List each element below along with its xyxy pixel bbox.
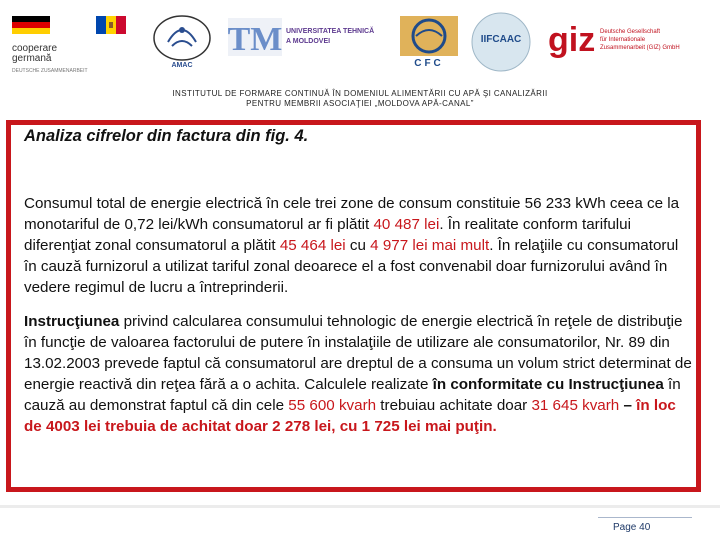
- p1-text-3: cu: [345, 237, 371, 254]
- flags-icon: [12, 14, 130, 40]
- paragraph-energy-consumption: [24, 193, 692, 298]
- p2-highlight-total-kvarh: 55 600 kvarh: [288, 397, 377, 414]
- giz-word: giz: [548, 21, 596, 59]
- iifcaac-logo: [468, 12, 534, 76]
- iifcaac-text: IIFCAAC: [480, 34, 522, 45]
- amac-logo: [146, 10, 218, 74]
- amac-emblem-icon: [146, 10, 218, 62]
- giz-text: Deutsche Gesellschaft für Internationale Zusammenarbeit (GIZ) GmbH: [600, 29, 680, 51]
- utm-emblem-icon: [228, 12, 284, 62]
- svg-text:TM: TM: [228, 21, 283, 58]
- p2-highlight-savings: în loc de 4003 lei trebuia de achitat doar 2 278 lei, cu 1 725 lei mai puţin.: [24, 397, 676, 435]
- p1-text-2: . În realitate conform tarifului diferenţiat zonal consumatorul a plătit: [24, 216, 631, 254]
- cfc-logo: [396, 14, 462, 74]
- p2-text-1: privind calcularea consumului tehnologic de energie electrică în reţele de distribuţie în funcţie de valoarea factorului de putere în instalaţiile de utilizare ale consumatorilor, Nr. 89 din 13.02.2003 prevede faptul că consumatorul are dreptul de a consuma un volum strict determinat de energie reactivă din reţea fără a o achita. Calculele realizate: [24, 313, 692, 393]
- amac-text: AMAC: [171, 62, 193, 69]
- p1-text-4: . În relaţiile cu consumatorul în cauză furnizorul a utilizat tariful zonal deoarece el a fost convenabil doar furnizorului având în vedere regimul de lucru a întreprinderii.: [24, 237, 679, 296]
- slide-title: Analiza cifrelor din factura din fig. 4.: [24, 127, 309, 145]
- p1-text-1: Consumul total de energie electrică în cele trei zone de consum constituie 56 233 kWh ceea ce la monotariful de 0,72 lei/kWh consumatorul ar fi plătit: [24, 195, 680, 233]
- p2-text-3: trebuiau achitate doar: [376, 397, 532, 414]
- p2-bold-instruction: Instrucţiunea: [24, 313, 120, 330]
- p2-highlight-billed-kvarh: 31 645 kvarh: [531, 397, 620, 414]
- p2-bold-conformity: în conformitate cu Instrucţiunea: [432, 376, 664, 393]
- cfc-text: CFC: [414, 58, 444, 69]
- footer-divider: [0, 505, 720, 508]
- german-cooperation-logo: [12, 14, 130, 78]
- cfc-emblem-icon: [396, 14, 462, 58]
- page-number-rule: [598, 517, 692, 518]
- p1-highlight-difference: 4 977 lei mai mult: [370, 237, 490, 254]
- cooperation-subtext: DEUTSCHE ZUSAMMENARBEIT: [12, 68, 88, 74]
- utm-logo: [228, 12, 398, 62]
- p1-highlight-paid: 45 464 lei: [279, 237, 346, 254]
- p2-text-2: în cauză au demonstrat faptul că din cele: [24, 376, 681, 414]
- cooperation-text: cooperare germană: [12, 43, 58, 64]
- utm-text: UNIVERSITATEA TEHNICĂ A MOLDOVEI: [286, 28, 375, 45]
- p2-dash: –: [619, 397, 637, 414]
- content-box: [6, 120, 701, 492]
- logo-bar: [0, 0, 720, 82]
- giz-logo: [548, 20, 708, 70]
- p1-highlight-monotariff: 40 487 lei: [373, 216, 440, 233]
- page-number: Page 40: [613, 522, 651, 533]
- institute-heading: INSTITUTUL DE FORMARE CONTINUĂ ÎN DOMENIUL ALIMENTĂRII CU APĂ ŞI CANALIZĂRII PENTRU MEMBRII ASOCIAŢIEI „MOLDOVA APĂ-CANAL”: [172, 89, 548, 108]
- paragraph-instruction: [24, 311, 692, 437]
